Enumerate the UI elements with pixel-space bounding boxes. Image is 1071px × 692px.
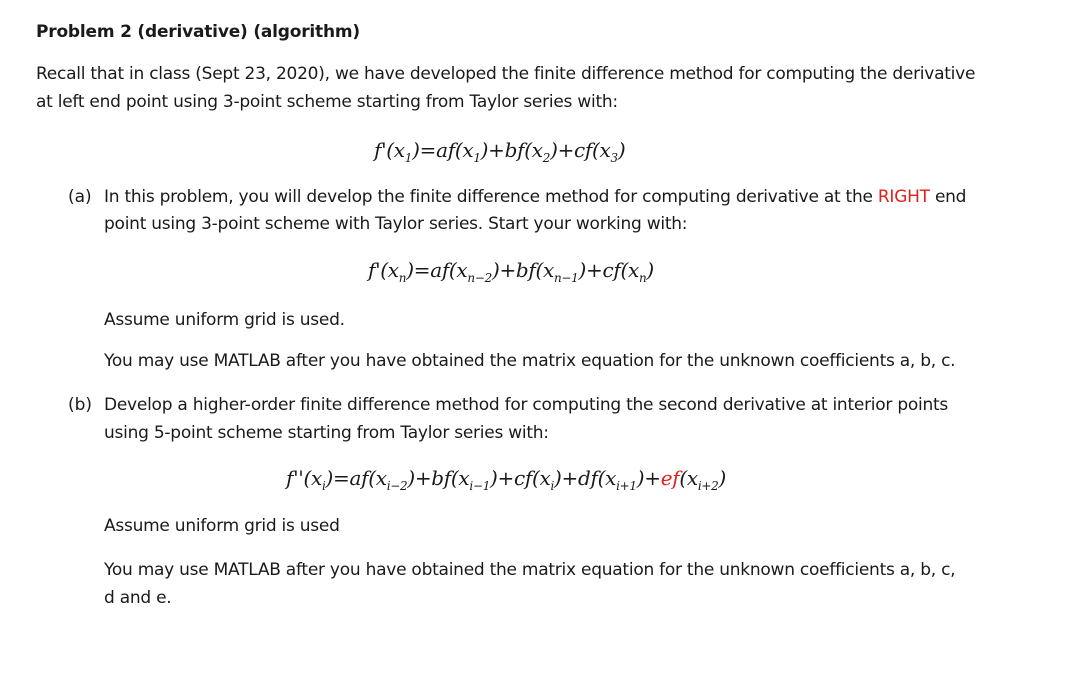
part-b-marker: (b) (68, 395, 93, 415)
e-coefficient-highlight: ef (660, 466, 680, 490)
part-a-line-2: point using 3-point scheme with Taylor series. Start your working with: (104, 214, 688, 234)
part-b-line-2: using 5-point scheme starting from Taylor series with: (104, 423, 549, 443)
intro-equation: $f'(x_1)=af(x_1)+bf(x_2)+cf(x_3)$ (374, 138, 626, 165)
right-highlight: RIGHT (877, 187, 930, 207)
part-b-assume: Assume uniform grid is used (104, 516, 340, 536)
part-a-line-1: In this problem, you will develop the finite difference method for computing derivative at the RIGHT end (104, 187, 967, 207)
part-a-equation: $f'(x_n)=af(x_{n-2})+bf(x_{n-1})+cf(x_n)$ (368, 258, 654, 285)
intro-line-2: at left end point using 3-point scheme starting from Taylor series with: (36, 92, 618, 112)
problem-title: Problem 2 (derivative) (algorithm) (36, 22, 360, 42)
part-a-matlab: You may use MATLAB after you have obtained the matrix equation for the unknown coefficients a, b, c. (104, 351, 956, 371)
part-a-assume: Assume uniform grid is used. (104, 310, 345, 330)
part-b-equation: $f''(x_i)=af(x_{i-2})+bf(x_{i-1})+cf(x_i)+df(x_{i+1})+ef(x_{i+2})$ (286, 466, 726, 493)
part-b-matlab-line-1: You may use MATLAB after you have obtained the matrix equation for the unknown coefficients a, b, c, (104, 560, 956, 580)
intro-line-1: Recall that in class (Sept 23, 2020), we have developed the finite difference method for computing the derivative (36, 64, 976, 84)
part-a-marker: (a) (68, 187, 92, 207)
part-b-line-1: Develop a higher-order finite difference method for computing the second derivative at interior points (104, 395, 949, 415)
part-b-matlab-line-2: d and e. (104, 588, 172, 608)
